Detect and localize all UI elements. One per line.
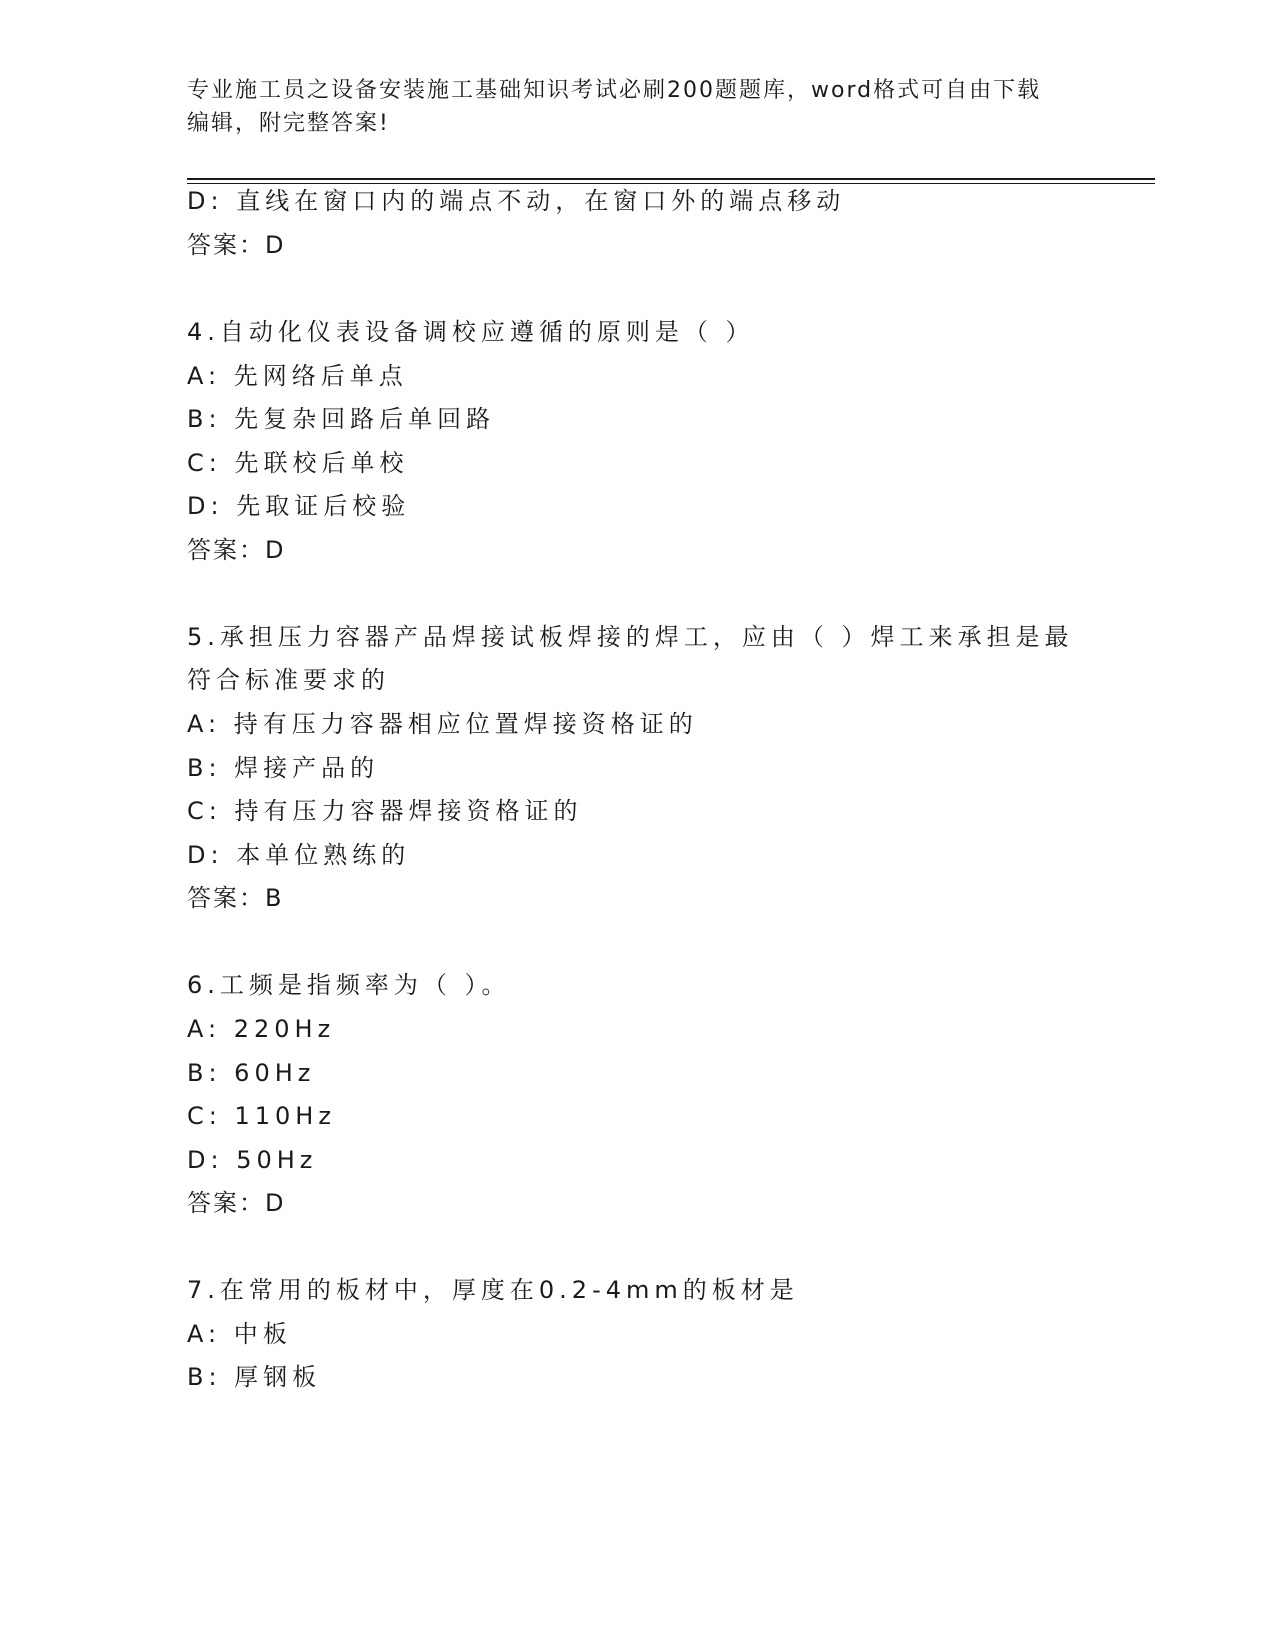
question-5-stem-line-2: 符合标准要求的 — [187, 666, 390, 694]
question-5-answer: 答案：B — [187, 884, 284, 912]
header-divider-thick — [187, 178, 1155, 180]
header-title-line-2: 编辑，附完整答案! — [187, 111, 390, 136]
question-7-option-a: A: 中板 — [187, 1320, 292, 1348]
question-4-option-c: C: 先联校后单校 — [187, 449, 409, 477]
question-5-stem-line-1: 5.承担压力容器产品焊接试板焊接的焊工，应由（ ）焊工来承担是最 — [187, 623, 1074, 651]
question-5-option-a: A: 持有压力容器相应位置焊接资格证的 — [187, 710, 698, 738]
question-6-option-c: C: 110Hz — [187, 1102, 336, 1130]
question-6-option-d: D: 50Hz — [187, 1146, 318, 1174]
question-4-option-b: B: 先复杂回路后单回路 — [187, 405, 496, 433]
page-header — [187, 74, 1077, 140]
question-4-option-d: D: 先取证后校验 — [187, 492, 411, 520]
question-7-option-b: B: 厚钢板 — [187, 1363, 322, 1391]
question-6-stem: 6.工频是指频率为（ ）。 — [187, 971, 511, 999]
question-4-stem: 4.自动化仪表设备调校应遵循的原则是（ ） — [187, 318, 755, 346]
question-5-option-b: B: 焊接产品的 — [187, 754, 380, 782]
question-6-option-b: B: 60Hz — [187, 1059, 316, 1087]
question-5-option-c: C: 持有压力容器焊接资格证的 — [187, 797, 583, 825]
question-4-answer: 答案：D — [187, 536, 286, 564]
question-4-option-a: A: 先网络后单点 — [187, 362, 408, 390]
question-6-option-a: A: 220Hz — [187, 1015, 336, 1043]
question-6-answer: 答案：D — [187, 1189, 286, 1217]
question-5-option-d: D: 本单位熟练的 — [187, 841, 411, 869]
question-3-answer: 答案：D — [187, 231, 286, 259]
header-title-line-1: 专业施工员之设备安装施工基础知识考试必刷200题题库，word格式可自由下载 — [187, 78, 1042, 103]
question-7-stem: 7.在常用的板材中，厚度在0.2-4mm的板材是 — [187, 1276, 799, 1304]
question-3-option-d: D: 直线在窗口内的端点不动，在窗口外的端点移动 — [187, 187, 846, 215]
